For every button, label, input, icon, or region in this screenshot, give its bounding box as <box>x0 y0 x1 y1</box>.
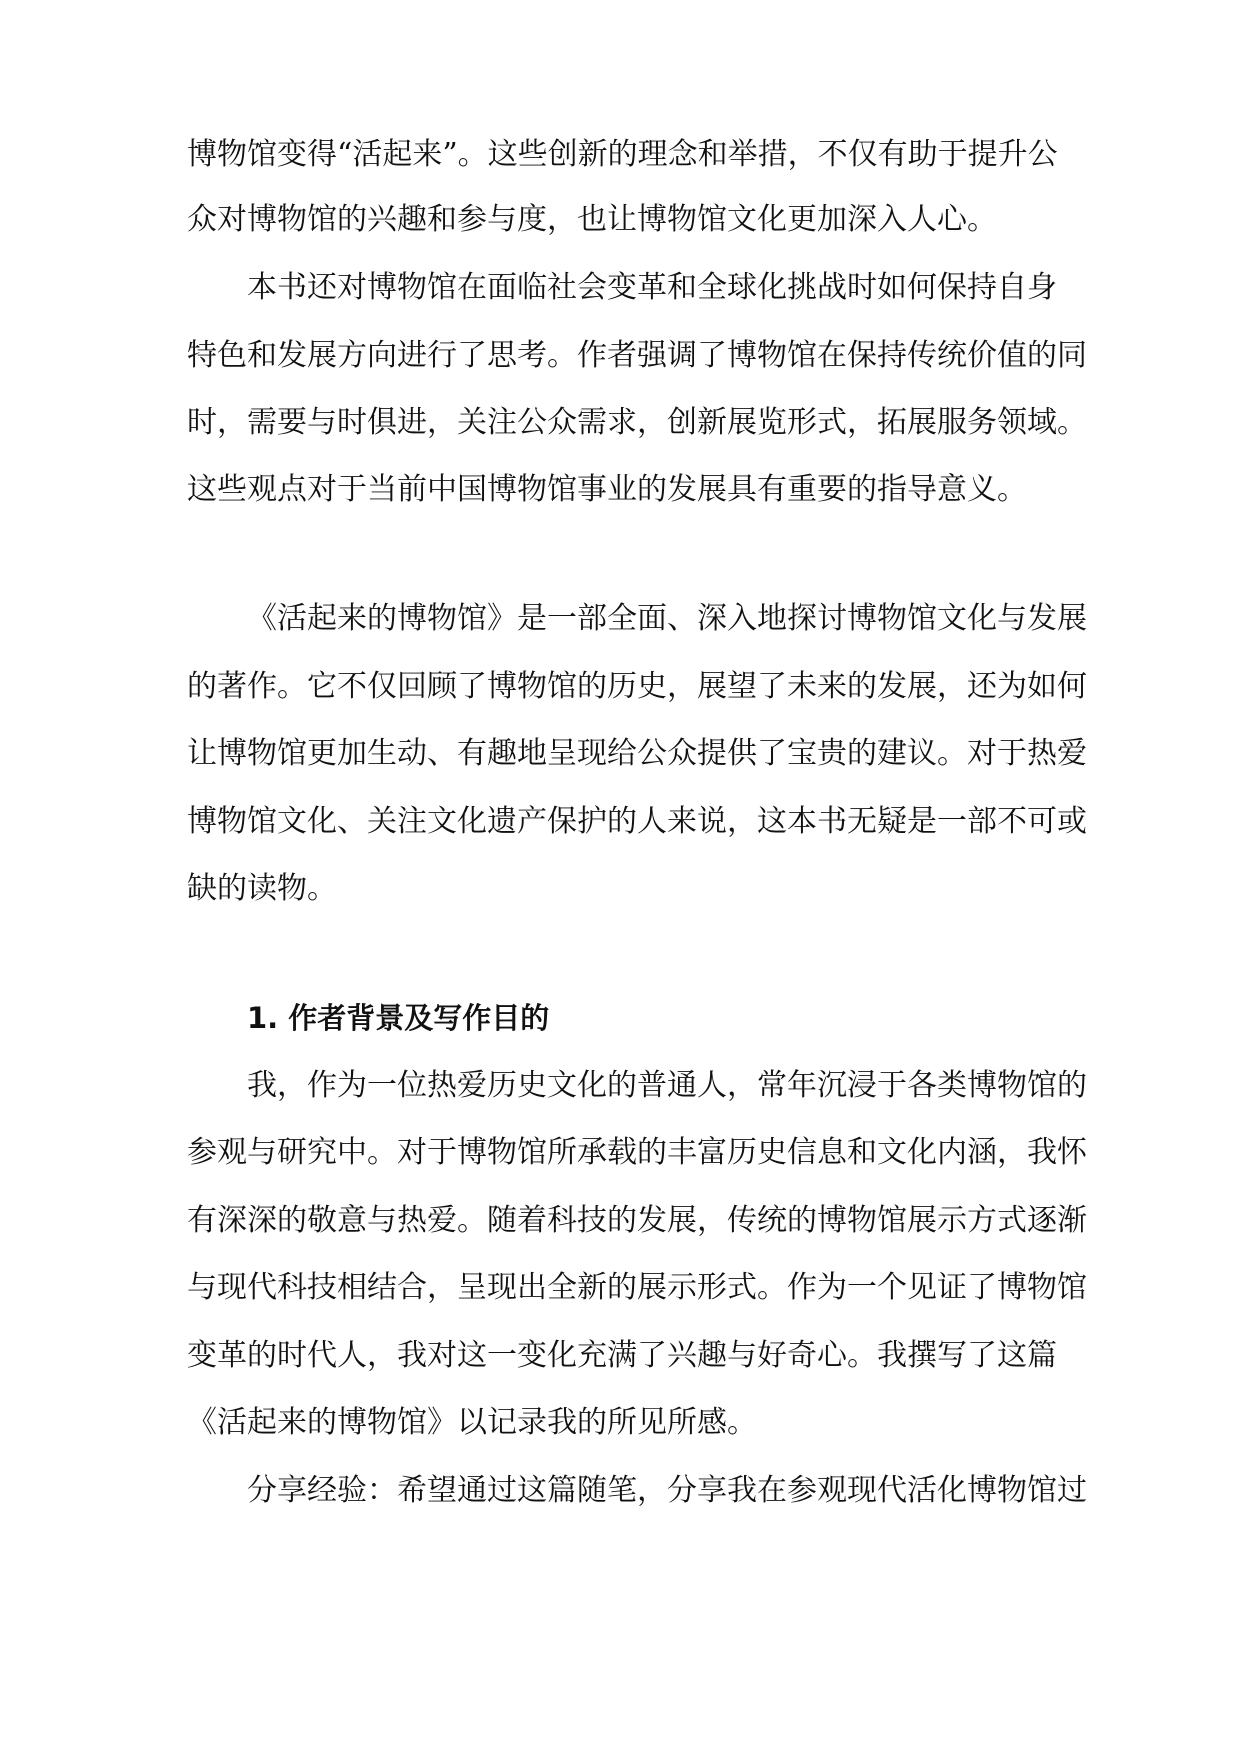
body-text-line: 特色和发展方向进行了思考。作者强调了博物馆在保持传统价值的同 <box>187 338 1087 373</box>
body-text-line: 这些观点对于当前中国博物馆事业的发展具有重要的指导意义。 <box>187 472 1027 507</box>
body-text-line: 有深深的敬意与热爱。随着科技的发展，传统的博物馆展示方式逐渐 <box>187 1203 1087 1238</box>
body-text-line: 参观与研究中。对于博物馆所承载的丰富历史信息和文化内涵，我怀 <box>187 1135 1087 1170</box>
body-text-line: 与现代科技相结合，呈现出全新的展示形式。作为一个见证了博物馆 <box>187 1270 1087 1305</box>
body-text-line: 分享经验：希望通过这篇随笔，分享我在参观现代活化博物馆过 <box>247 1473 1087 1508</box>
section-heading: 1. 作者背景及写作目的 <box>247 1001 550 1035</box>
body-text-line: 变革的时代人，我对这一变化充满了兴趣与好奇心。我撰写了这篇 <box>187 1338 1057 1373</box>
body-text-line: 时，需要与时俱进，关注公众需求，创新展览形式，拓展服务领域。 <box>187 405 1087 440</box>
body-text-line: 本书还对博物馆在面临社会变革和全球化挑战时如何保持自身 <box>247 270 1057 305</box>
body-text-line: 博物馆变得“活起来”。这些创新的理念和举措，不仅有助于提升公 <box>187 137 1058 172</box>
body-text-line: 博物馆文化、关注文化遗产保护的人来说，这本书无疑是一部不可或 <box>187 804 1087 839</box>
body-text-line: 《活起来的博物馆》以记录我的所见所感。 <box>187 1405 757 1440</box>
body-text-line: 缺的读物。 <box>187 871 337 906</box>
body-text-line: 的著作。它不仅回顾了博物馆的历史，展望了未来的发展，还为如何 <box>187 669 1087 704</box>
body-text-line: 《活起来的博物馆》是一部全面、深入地探讨博物馆文化与发展 <box>247 601 1087 636</box>
body-text-line: 众对博物馆的兴趣和参与度，也让博物馆文化更加深入人心。 <box>187 202 997 237</box>
body-text-line: 让博物馆更加生动、有趣地呈现给公众提供了宝贵的建议。对于热爱 <box>187 736 1087 771</box>
body-text-line: 我，作为一位热爱历史文化的普通人，常年沉浸于各类博物馆的 <box>247 1068 1087 1103</box>
